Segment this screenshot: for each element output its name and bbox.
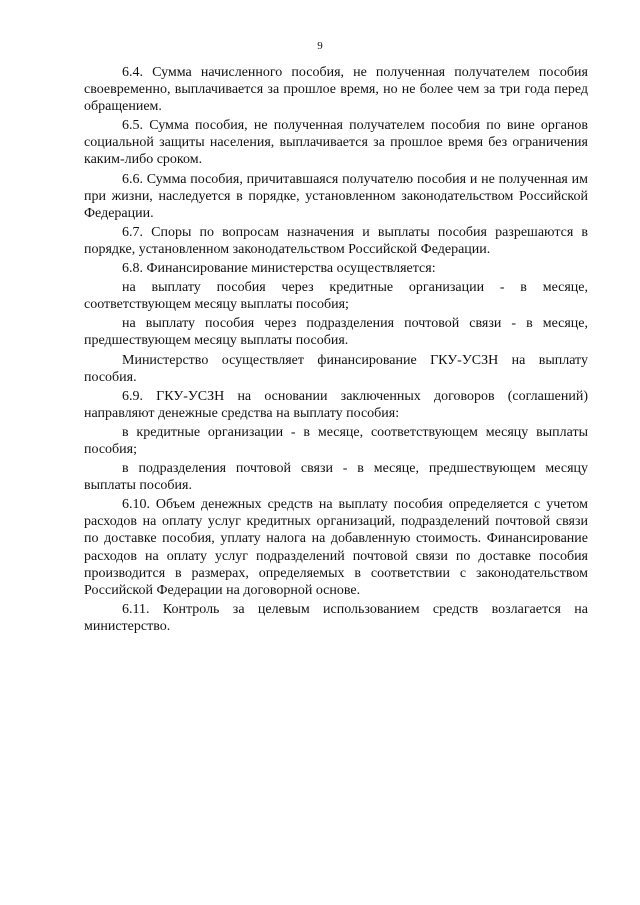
- paragraph-6-8-ministry: Министерство осуществляет финансирование ГКУ-УСЗН на выплату пособия.: [84, 352, 588, 385]
- paragraph-6-9: 6.9. ГКУ-УСЗН на основании заключенных договоров (соглашений) направляют денежные средства на выплату пособия:: [84, 388, 588, 421]
- paragraph-6-4: 6.4. Сумма начисленного пособия, не полученная получателем пособия своевременно, выплачивается за прошлое время, но не более чем за три года перед обращением.: [84, 65, 588, 115]
- paragraph-6-10: 6.10. Объем денежных средств на выплату пособия определяется с учетом расходов на оплату услуг кредитных организаций, подразделений почтовой связи по доставке пособия, уплату налога на добавленную стоимость. Финансирование расходов на оплату услуг подразделений почтовой связи по доставке пособия производится в размерах, определяемых в соответствии с законодательством Российской Федерации на договорной основе.: [84, 497, 588, 598]
- paragraph-6-9-item-credit: в кредитные организации - в месяце, соответствующем месяцу выплаты пособия;: [84, 424, 588, 457]
- paragraph-6-9-item-postal: в подразделения почтовой связи - в месяце, предшествующем месяцу выплаты пособия.: [84, 461, 588, 494]
- paragraph-6-6: 6.6. Сумма пособия, причитавшаяся получателю пособия и не полученная им при жизни, наследуется в порядке, установленном законодательством Российской Федерации.: [84, 171, 588, 221]
- paragraph-6-8-item-credit: на выплату пособия через кредитные организации - в месяце, соответствующем месяцу выплаты пособия;: [84, 280, 588, 313]
- paragraph-6-11: 6.11. Контроль за целевым использованием средств возлагается на министерство.: [84, 601, 588, 634]
- paragraph-6-7: 6.7. Споры по вопросам назначения и выплаты пособия разрешаются в порядке, установленном законодательством Российской Федерации.: [84, 224, 588, 257]
- paragraph-6-8: 6.8. Финансирование министерства осуществляется:: [122, 261, 436, 277]
- page-number: 9: [317, 40, 323, 52]
- paragraph-6-5: 6.5. Сумма пособия, не полученная получателем пособия по вине органов социальной защиты населения, выплачивается за прошлое время без ограничения каким-либо сроком.: [84, 118, 588, 168]
- paragraph-6-8-item-postal: на выплату пособия через подразделения почтовой связи - в месяце, предшествующем месяцу выплаты пособия.: [84, 316, 588, 349]
- document-body: [84, 64, 588, 637]
